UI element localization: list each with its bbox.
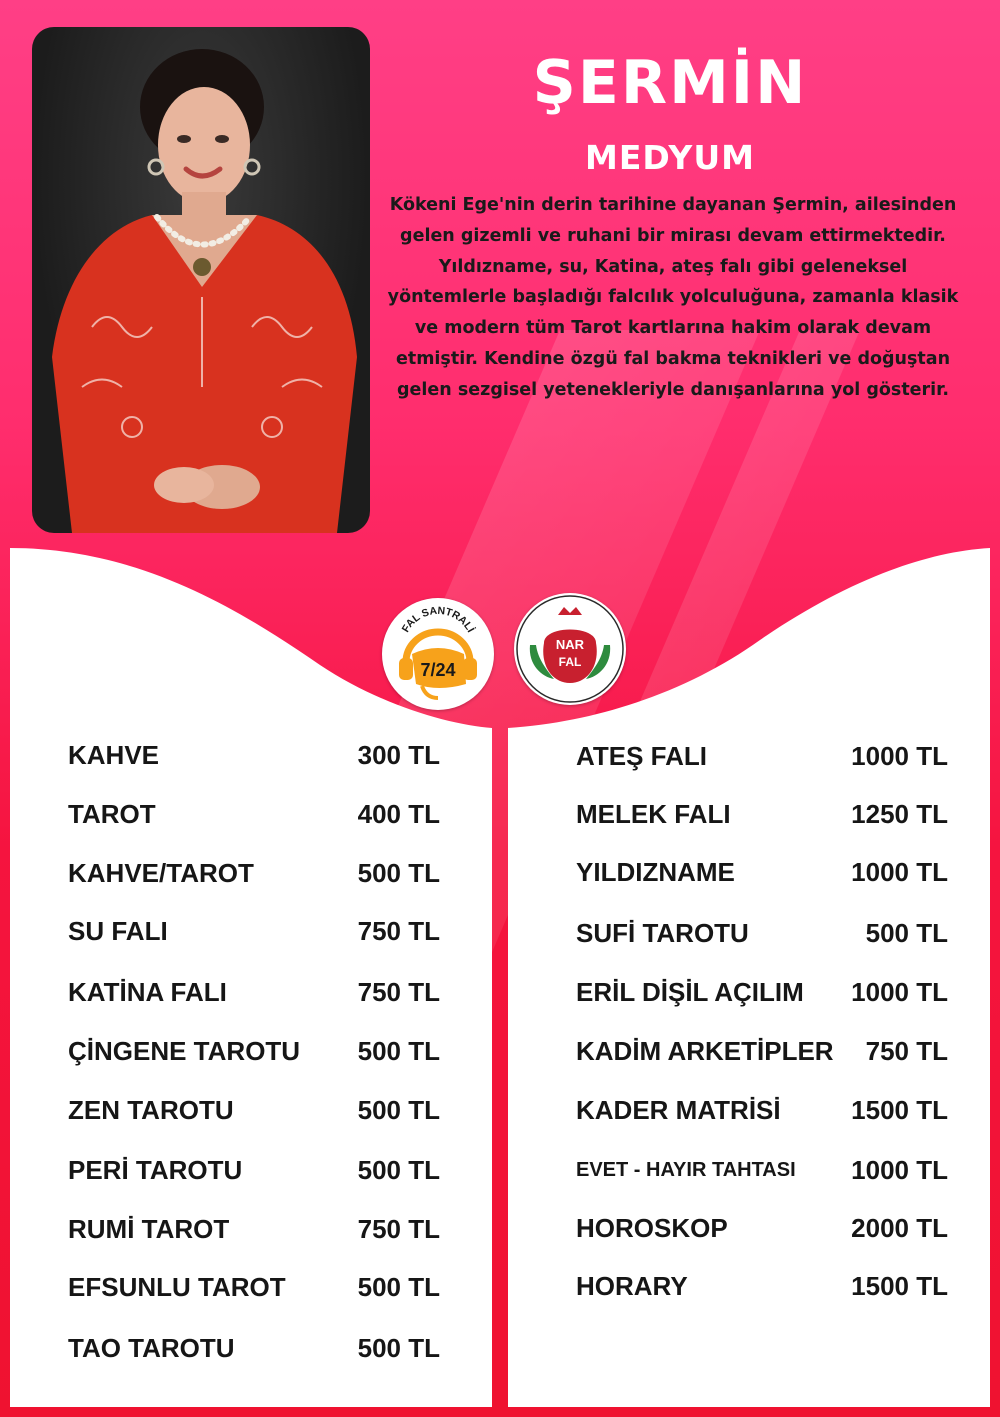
service-price: 750 TL — [865, 1036, 948, 1066]
profile-title: MEDYUM — [585, 138, 755, 177]
service-price: 400 TL — [357, 799, 440, 829]
service-label: KAHVE — [68, 740, 160, 770]
price-row — [68, 858, 440, 898]
profile-bio: Kökeni Ege'nin derin tarihine dayanan Şermin, ailesinden gelen gizemli ve ruhani bir mirası devam ettirmektedir. Yıldızname, su, Katina, ateş falı gibi geleneksel yöntemlerle başladığı falcılık yolculuğuna, zamanla klasik ve modern tüm Tarot kartlarına hakim olarak devam etmiştir. Kendine özgü fal bakma teknikleri ve doğuştan gelen sezgisel yetenekleriyle danışanlarına yol gösterir. — [387, 195, 959, 400]
price-row — [68, 1095, 440, 1135]
nar-fal-text-line2: FAL — [558, 655, 582, 669]
price-row — [68, 799, 440, 839]
service-price: 500 TL — [865, 918, 948, 948]
price-row — [576, 977, 948, 1017]
nar-fal-text-line1: NAR — [555, 637, 585, 652]
service-label: SU FALI — [68, 916, 168, 946]
service-price: 500 TL — [357, 858, 440, 888]
service-price: 1250 TL — [851, 799, 948, 829]
portrait-photo — [32, 27, 370, 533]
service-label: ZEN TAROTU — [68, 1095, 234, 1125]
service-label: RUMİ TAROT — [68, 1214, 230, 1244]
service-label: SUFİ TAROTU — [576, 918, 749, 948]
service-price: 500 TL — [357, 1333, 440, 1363]
service-price: 750 TL — [357, 916, 440, 946]
price-row — [576, 1213, 948, 1253]
service-label: MELEK FALI — [576, 799, 731, 829]
fal-santrali-badge: 7/24 — [420, 660, 456, 680]
service-price: 750 TL — [357, 977, 440, 1007]
service-label: EVET - HAYIR TAHTASI — [576, 1159, 796, 1181]
price-row — [576, 741, 948, 781]
service-price: 1000 TL — [851, 977, 948, 1007]
service-price: 1000 TL — [851, 741, 948, 771]
service-price: 1000 TL — [851, 1155, 948, 1185]
service-price: 300 TL — [357, 740, 440, 770]
service-price: 500 TL — [357, 1036, 440, 1066]
service-label: ERİL DİŞİL AÇILIM — [576, 977, 804, 1007]
price-row — [68, 1272, 440, 1312]
price-row — [576, 918, 948, 958]
service-label: PERİ TAROTU — [68, 1155, 243, 1185]
service-price: 500 TL — [357, 1272, 440, 1302]
price-row — [576, 799, 948, 839]
service-price: 2000 TL — [851, 1213, 948, 1243]
price-row — [68, 1214, 440, 1254]
service-price: 1500 TL — [851, 1271, 948, 1301]
price-row — [68, 1333, 440, 1373]
service-label: KADER MATRİSİ — [576, 1095, 781, 1125]
service-price: 1500 TL — [851, 1095, 948, 1125]
price-row — [576, 857, 948, 897]
fal-santrali-arc-text: FAL SANTRALİ — [399, 604, 477, 635]
service-label: HORARY — [576, 1271, 688, 1301]
service-label: YILDIZNAME — [576, 857, 735, 887]
service-price: 500 TL — [357, 1155, 440, 1185]
price-row — [576, 1095, 948, 1135]
price-row — [576, 1155, 948, 1195]
service-label: KAHVE/TAROT — [68, 858, 254, 888]
service-label: TAROT — [68, 799, 156, 829]
service-label: EFSUNLU TAROT — [68, 1272, 286, 1302]
price-row — [68, 740, 440, 780]
service-label: HOROSKOP — [576, 1213, 728, 1243]
service-label: TAO TAROTU — [68, 1333, 235, 1363]
price-row — [576, 1036, 948, 1076]
price-row — [68, 1155, 440, 1195]
price-row — [68, 916, 440, 956]
profile-name: ŞERMİN — [532, 48, 808, 118]
service-price: 750 TL — [357, 1214, 440, 1244]
service-label: ÇİNGENE TAROTU — [68, 1036, 301, 1066]
price-row — [68, 977, 440, 1017]
service-price: 1000 TL — [851, 857, 948, 887]
price-row — [576, 1271, 948, 1311]
price-row — [68, 1036, 440, 1076]
fal-santrali-logo — [382, 598, 494, 710]
service-label: KATİNA FALI — [68, 977, 227, 1007]
service-label: ATEŞ FALI — [576, 741, 707, 771]
nar-fal-logo — [514, 593, 626, 705]
service-label: KADİM ARKETİPLER — [576, 1036, 834, 1066]
service-price: 500 TL — [357, 1095, 440, 1125]
